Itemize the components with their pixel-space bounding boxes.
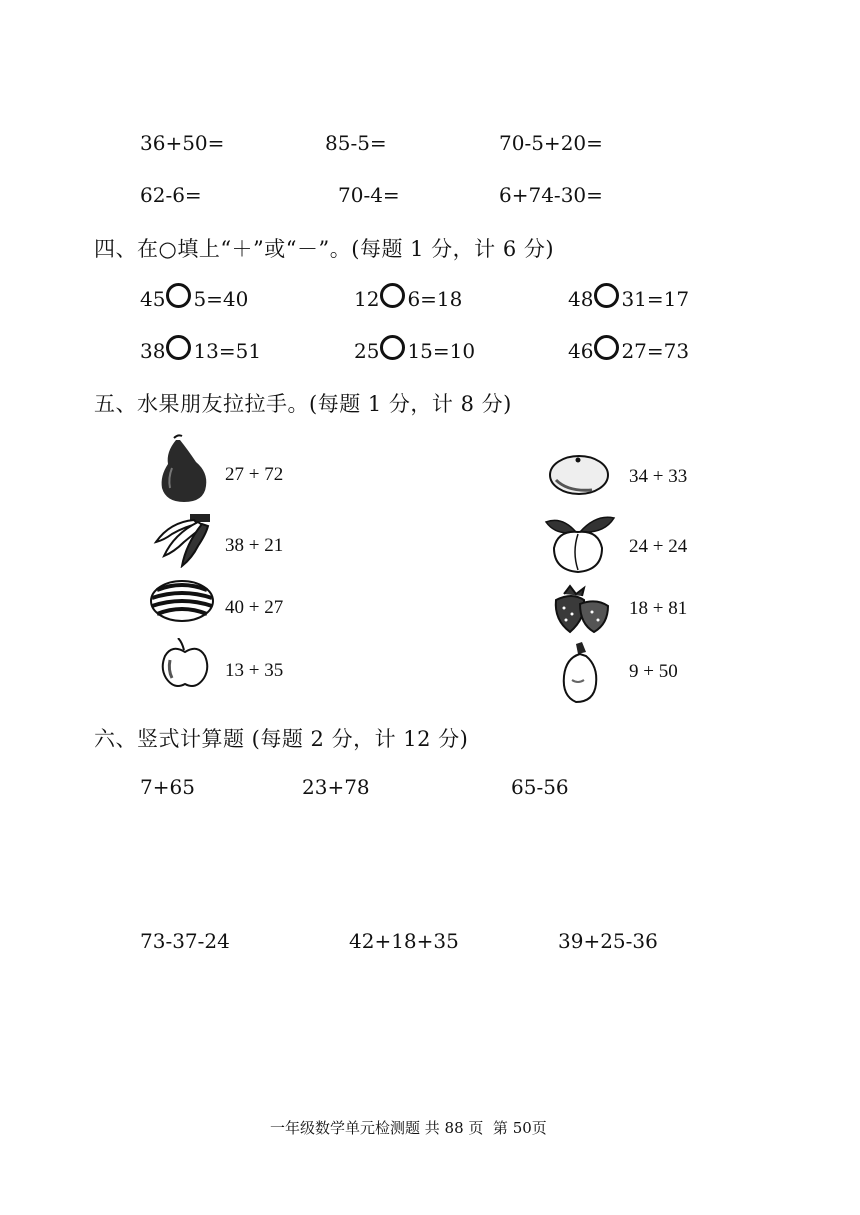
peach-icon[interactable] (542, 512, 616, 574)
mango-icon[interactable] (558, 640, 602, 704)
right-expression: 5=40 (193, 286, 249, 311)
fruit-expression: 40 + 27 (225, 597, 284, 618)
section-6-heading: 六、竖式计算题 (每题 2 分，计 12 分) (94, 727, 469, 751)
answer-circle[interactable] (166, 335, 191, 360)
left-number: 46 (568, 338, 594, 363)
right-expression: 6=18 (407, 286, 463, 311)
vertical-calc-item: 65-56 (511, 775, 569, 799)
left-number: 38 (140, 338, 166, 363)
vertical-calc-item: 42+18+35 (349, 929, 459, 953)
calc-item: 6+74-30= (499, 183, 603, 207)
right-expression: 15=10 (407, 338, 476, 363)
sign-fill-item (568, 286, 689, 311)
fruit-expression: 13 + 35 (225, 660, 284, 681)
fruit-expression: 18 + 81 (629, 598, 688, 619)
right-expression: 13=51 (193, 338, 262, 363)
sign-fill-item (140, 286, 248, 311)
calc-item: 70-5+20= (499, 131, 603, 155)
banana-icon[interactable] (150, 512, 216, 568)
left-number: 48 (568, 286, 594, 311)
sign-fill-item (354, 338, 475, 363)
vertical-calc-item: 73-37-24 (140, 929, 230, 953)
right-expression: 31=17 (621, 286, 690, 311)
sign-fill-item (568, 338, 689, 363)
sign-fill-item (140, 338, 261, 363)
fruit-expression: 27 + 72 (225, 464, 284, 485)
strawberry-icon[interactable] (550, 584, 612, 636)
vertical-calc-item: 23+78 (302, 775, 370, 799)
answer-circle[interactable] (380, 283, 405, 308)
left-number: 45 (140, 286, 166, 311)
vertical-calc-item: 39+25-36 (558, 929, 658, 953)
calc-item: 62-6= (140, 183, 202, 207)
calc-item: 36+50= (140, 131, 225, 155)
fruit-expression: 34 + 33 (629, 466, 688, 487)
section-4-heading: 四、在○填上“＋”或“－”。(每题 1 分，计 6 分) (94, 237, 555, 261)
answer-circle[interactable] (594, 335, 619, 360)
answer-circle[interactable] (166, 283, 191, 308)
section-5-heading: 五、水果朋友拉拉手。(每题 1 分，计 8 分) (94, 392, 512, 416)
sign-fill-item (354, 286, 462, 311)
answer-circle[interactable] (380, 335, 405, 360)
right-expression: 27=73 (621, 338, 690, 363)
orange-icon[interactable] (548, 452, 610, 496)
fruit-expression: 9 + 50 (629, 661, 678, 682)
calc-item: 85-5= (325, 131, 387, 155)
left-number: 25 (354, 338, 380, 363)
pear-icon[interactable] (152, 432, 212, 504)
fruit-expression: 24 + 24 (629, 536, 688, 557)
apple-icon[interactable] (160, 638, 210, 690)
watermelon-icon[interactable] (149, 578, 215, 624)
calc-item: 70-4= (338, 183, 400, 207)
fruit-expression: 38 + 21 (225, 535, 284, 556)
page-footer: 一年级数学单元检测题 共 88 页 第 50页 (270, 1119, 547, 1137)
vertical-calc-item: 7+65 (140, 775, 195, 799)
left-number: 12 (354, 286, 380, 311)
answer-circle[interactable] (594, 283, 619, 308)
